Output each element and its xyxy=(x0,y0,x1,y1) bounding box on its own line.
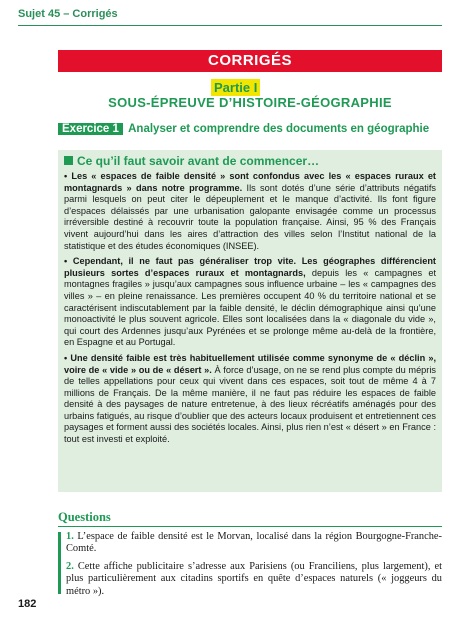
info-box-title: Ce qu’il faut savoir avant de commencer… xyxy=(77,154,320,168)
part-label: Partie I xyxy=(211,79,260,96)
info-box xyxy=(58,150,442,492)
exercise-heading xyxy=(58,122,442,137)
question-number: 1. xyxy=(66,531,74,542)
questions-divider xyxy=(58,526,442,527)
info-paragraph-lead: • Une densité faible est très habituellement utilisée comme synonyme de « déclin », voire de « vide » ou de « désert ». xyxy=(64,352,436,375)
question-number: 2. xyxy=(66,560,74,572)
square-bullet-icon xyxy=(64,156,73,165)
info-paragraph-body: À force d’usage, on ne se rend plus compte du mépris de telles appellations pour ceux qui vivent dans ces espaces, soit tout de même 4 à 7 millions de Français. De la même manière, il ne faut pas réduire les espaces de faible densité à des paysages de nature entretenue, à des lieux récréatifs aménagés pour des urbains fatigués, au risque d’oublier que des acteurs locaux produisent et entretiennent ces paysages et forment aussi des sociétés locales. Ainsi, plus rien n’est « désert » en France : tout est investi et exploité. xyxy=(64,364,436,445)
running-header: Sujet 45 – Corrigés xyxy=(18,8,118,20)
page-number: 182 xyxy=(18,598,37,610)
info-paragraph-lead: • Cependant, il ne faut pas généraliser trop vite. Les géographes différencient plusieurs sortes d’espaces ruraux et montagnards, xyxy=(64,256,436,278)
info-paragraph-lead: • Les « espaces de faible densité » sont confondus avec les « espaces ruraux et montagnards » dans notre programme. xyxy=(64,171,436,193)
questions-heading: Questions xyxy=(58,510,111,524)
info-paragraph xyxy=(64,171,436,252)
part-subtitle: SOUS-ÉPREUVE D’HISTOIRE-GÉOGRAPHIE xyxy=(108,95,392,110)
exercise-title: Analyser et comprendre des documents en géographie xyxy=(128,123,430,135)
question-answer-text: Cette affiche publicitaire s’adresse aux Parisiens (ou Franciliens, plus largement), et plus particulièrement aux citadins sportifs en quête d’espaces naturels (« joggeurs du métro »). xyxy=(66,560,442,597)
questions-side-bar xyxy=(58,532,61,594)
question-answer xyxy=(66,561,442,598)
questions-list xyxy=(66,531,442,603)
info-paragraph xyxy=(64,353,436,446)
question-answer xyxy=(66,531,442,556)
info-paragraph-body: depuis les « campagnes et montagnes fragiles » jusqu’aux campagnes sous influence urbaine – les « campagnes des villes » – en pleine renaissance. Les premières occupent 40 % du territoire national et se caractérisent indiscutablement par la faible densité, le déclin démographique ainsi qu’une monoactivité le plus souvent agricole. Elles sont localisées dans la « diagonale du vide », qui court des Ardennes jusqu’aux Pyrénées et se prolonge même au-delà de la frontière, en Espagne et au Portugal. xyxy=(64,267,436,348)
question-answer-text: L’espace de faible densité est le Morvan, localisé dans la région Bourgogne-Franche-Comté. xyxy=(66,531,442,555)
info-paragraph-body: Ils sont dotés d’une série d’attributs négatifs parmi lesquels on peut citer le dépeuplement et le manque d’activité. Ils font figure d’espaces délaissés par une urbanisation galopante envisagée comme un processus irréversible destiné à recouvrir toute la population française. Ainsi, 95 % des Français vivent aujourd’hui dans les aires d’attraction des villes selon l’Institut national de la statistique et des études économiques (INSEE). xyxy=(64,182,436,251)
info-box-heading xyxy=(64,154,436,168)
exercise-badge: Exercice 1 xyxy=(58,123,123,135)
header-divider xyxy=(18,25,442,26)
info-paragraph xyxy=(64,256,436,349)
section-banner: CORRIGÉS xyxy=(58,50,442,72)
